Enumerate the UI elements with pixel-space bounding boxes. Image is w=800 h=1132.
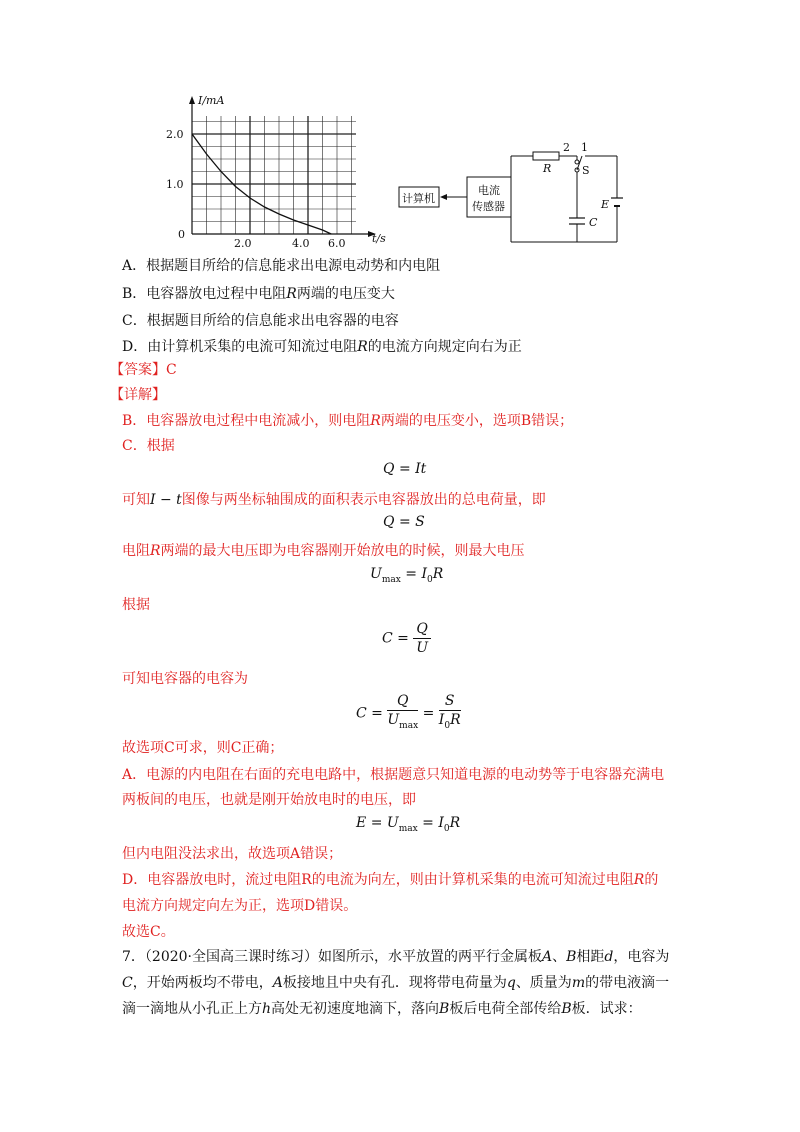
y-tick-2: 2.0 — [166, 128, 184, 141]
expl-final: 故选C。 — [122, 924, 175, 940]
x-tick-6: 6.0 — [328, 237, 346, 250]
equation-umax: $U_{max} = I_0R$ — [370, 566, 444, 585]
sensor-label-1: 电流 — [478, 184, 500, 197]
answer: 【答案】C — [110, 362, 177, 378]
question7-line1: 7．（2020·全国高三课时练习）如图所示，水平放置的两平行金属板A、B相距d，电容为 — [122, 949, 670, 965]
expl-a-wrong: 但内电阻没法求出，故选项A错误； — [122, 846, 343, 862]
current-time-graph — [160, 92, 400, 250]
y-tick-0: 0 — [178, 228, 185, 241]
detail-label: 【详解】 — [110, 387, 166, 403]
resistor — [533, 152, 559, 160]
equation-e: $E = U_{max} = I_0R$ — [356, 815, 461, 834]
option-c: C．根据题目所给的信息能求出电容器的电容 — [122, 313, 399, 329]
computer-label: 计算机 — [402, 192, 435, 205]
circuit-diagram — [395, 140, 635, 250]
x-tick-2: 2.0 — [234, 237, 252, 250]
equation-c-result: C = $\frac{Q}{U_{max}}$ = $\frac{S}{I_0R}$ — [356, 693, 461, 731]
resistor-label: R — [543, 162, 552, 175]
x-axis-label: t/s — [372, 232, 386, 245]
x-tick-4: 4.0 — [292, 237, 310, 250]
option-d: D．由计算机采集的电流可知流过电阻R的电流方向规定向右为正 — [122, 339, 522, 355]
expl-c-correct: 故选项C可求，则C正确； — [122, 740, 284, 756]
question7-line2: C，开始两板均不带电，A板接地且中央有孔．现将带电荷量为q、质量为m的带电液滴一 — [122, 975, 670, 991]
equation-q-it: Q = It — [383, 461, 427, 477]
expl-area: 可知I − t图像与两坐标轴围成的面积表示电容器放出的总电荷量，即 — [122, 492, 546, 508]
node-2-label: 2 — [563, 141, 570, 154]
expl-a-line2: 两板间的电压，也就是刚开始放电时的电压，即 — [122, 792, 416, 808]
expl-a-line1: A．电源的内电阻在右面的充电电路中，根据题意只知道电源的电动势等于电容器充满电 — [122, 767, 665, 783]
expl-b: B．电容器放电过程中电流减小，则电阻R两端的电压变小，选项B错误； — [122, 413, 574, 429]
y-axis-label: I/mA — [198, 94, 225, 107]
expl-d-line1: D．电容器放电时，流过电阻R的电流为向左，则由计算机采集的电流可知流过电阻R的 — [122, 872, 659, 888]
equation-c-q-u: C = $\frac{Q}{U}$ — [382, 620, 431, 657]
expl-d-line2: 电流方向规定向左为正，选项D错误。 — [122, 898, 358, 914]
expl-according: 根据 — [122, 597, 150, 613]
option-a: A．根据题目所给的信息能求出电源电动势和内电阻 — [122, 258, 441, 274]
expl-capacitance: 可知电容器的电容为 — [122, 671, 248, 687]
capacitor-label: C — [589, 216, 598, 229]
question7-line3: 滴一滴地从小孔正上方h高处无初速度地滴下，落向B板后电荷全部传给B板．试求： — [122, 1001, 642, 1017]
switch-label: S — [582, 164, 590, 177]
node-1-label: 1 — [581, 141, 588, 154]
option-b: B．电容器放电过程中电阻R两端的电压变大 — [122, 286, 395, 302]
emf-label: E — [601, 198, 610, 211]
expl-max-voltage: 电阻R两端的最大电压即为电容器刚开始放电的时候，则最大电压 — [122, 543, 525, 559]
sensor-label-2: 传感器 — [472, 200, 505, 213]
equation-q-s: Q = S — [383, 514, 425, 530]
expl-c-head: C．根据 — [122, 438, 175, 454]
y-tick-1: 1.0 — [166, 178, 184, 191]
